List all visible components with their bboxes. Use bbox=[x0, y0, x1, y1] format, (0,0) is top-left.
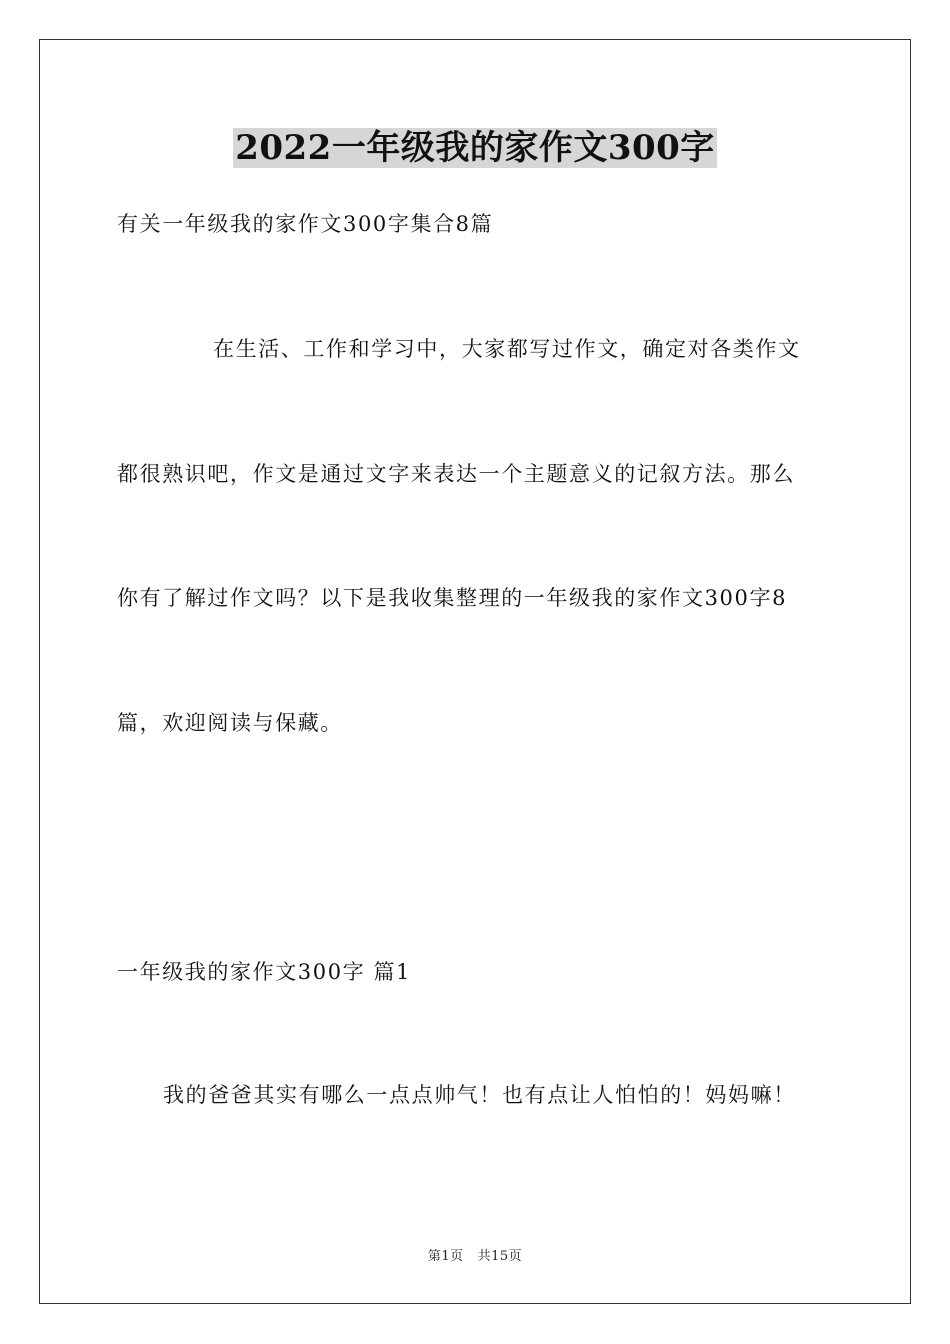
intro-paragraph-line-2: 都很熟识吧，作文是通过文字来表达一个主题意义的记叙方法。那么 bbox=[117, 462, 795, 486]
intro-paragraph-line-3: 你有了解过作文吗？以下是我收集整理的一年级我的家作文300字8 bbox=[117, 586, 788, 610]
document-title: 2022一年级我的家作文300字 bbox=[235, 128, 715, 168]
page-footer bbox=[0, 1248, 950, 1266]
intro-paragraph-line-1: 在生活、工作和学习中，大家都写过作文，确定对各类作文 bbox=[213, 337, 801, 361]
page-number-total: 共15页 bbox=[477, 1249, 523, 1264]
document-subtitle: 有关一年级我的家作文300字集合8篇 bbox=[117, 212, 494, 236]
section-heading: 一年级我的家作文300字 篇1 bbox=[117, 960, 412, 984]
intro-paragraph-line-4: 篇，欢迎阅读与保藏。 bbox=[117, 711, 343, 735]
essay-first-line: 我的爸爸其实有哪么一点点帅气！也有点让人怕怕的！妈妈嘛！ bbox=[163, 1083, 796, 1107]
title-container bbox=[0, 128, 950, 168]
page-number-current: 第1页 bbox=[427, 1249, 464, 1264]
